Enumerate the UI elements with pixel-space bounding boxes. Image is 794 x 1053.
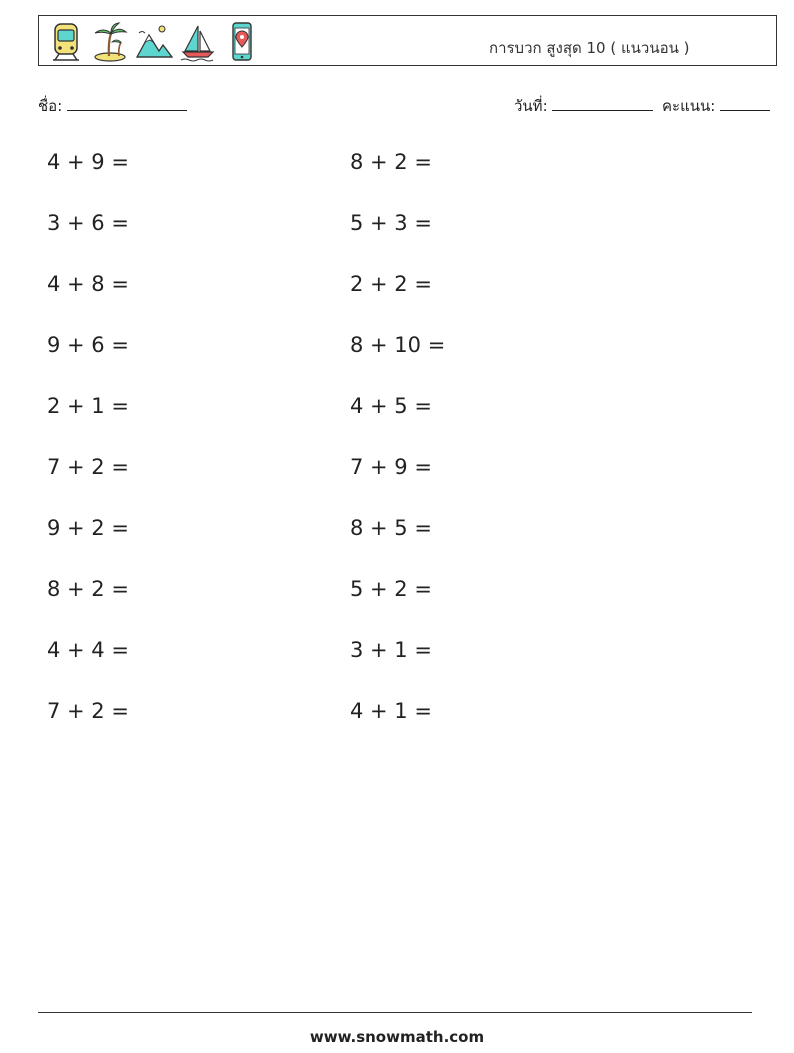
footer-site: www.snowmath.com (309, 1028, 485, 1046)
problem-left-7: 9 + 2 = (47, 516, 129, 540)
problem-right-2: 5 + 3 = (350, 211, 432, 235)
problem-left-1: 4 + 9 = (47, 150, 129, 174)
problem-right-4: 8 + 10 = (350, 333, 446, 357)
problem-right-1: 8 + 2 = (350, 150, 432, 174)
date-field (514, 94, 653, 118)
score-field (662, 94, 770, 118)
palm-island-icon (91, 21, 129, 63)
problem-left-3: 4 + 8 = (47, 272, 129, 296)
problem-left-10: 7 + 2 = (47, 699, 129, 723)
date-label: วันที่: (514, 97, 548, 115)
problem-left-6: 7 + 2 = (47, 455, 129, 479)
problem-left-4: 9 + 6 = (47, 333, 129, 357)
score-label: คะแนน: (662, 97, 716, 115)
problem-right-8: 5 + 2 = (350, 577, 432, 601)
worksheet-title: การบวก สูงสุด 10 ( แนวนอน ) (489, 39, 690, 57)
problem-left-8: 8 + 2 = (47, 577, 129, 601)
header-icons (47, 20, 261, 64)
mountains-icon (135, 21, 173, 63)
header-box (38, 15, 777, 66)
date-blank[interactable] (552, 96, 653, 111)
problem-right-6: 7 + 9 = (350, 455, 432, 479)
name-field (38, 94, 187, 118)
train-icon (47, 21, 85, 63)
problem-right-5: 4 + 5 = (350, 394, 432, 418)
problem-right-3: 2 + 2 = (350, 272, 432, 296)
problem-right-9: 3 + 1 = (350, 638, 432, 662)
footer-rule (38, 1012, 752, 1013)
name-label: ชื่อ: (38, 97, 63, 115)
problem-left-2: 3 + 6 = (47, 211, 129, 235)
sailboat-icon (179, 21, 217, 63)
problem-right-7: 8 + 5 = (350, 516, 432, 540)
score-blank[interactable] (720, 96, 770, 111)
problem-right-10: 4 + 1 = (350, 699, 432, 723)
phone-location-icon (223, 21, 261, 63)
problem-left-9: 4 + 4 = (47, 638, 129, 662)
name-blank[interactable] (67, 96, 187, 111)
problem-left-5: 2 + 1 = (47, 394, 129, 418)
